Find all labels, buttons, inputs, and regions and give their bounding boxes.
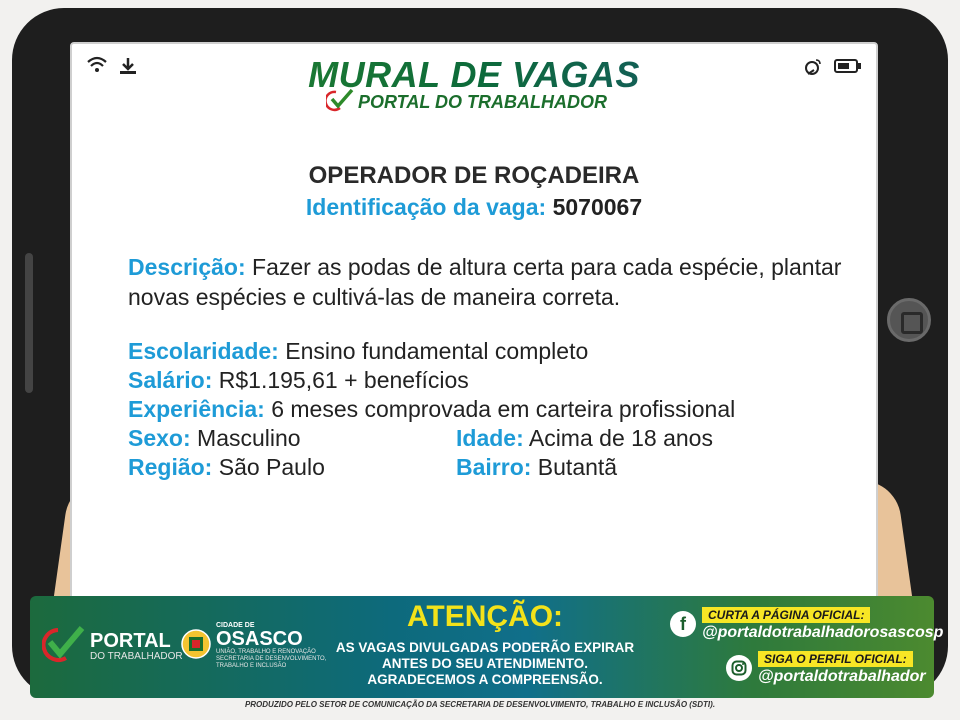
city-small-label: CIDADE DE — [216, 622, 255, 629]
region-row — [128, 454, 325, 481]
district-value: Butantã — [537, 454, 618, 480]
sex-label: Sexo: — [128, 425, 191, 451]
instagram-tag: SIGA O PERFIL OFICIAL: — [758, 651, 913, 667]
city-dept: SECRETARIA DE DESENVOLVIMENTO, TRABALHO E INCLUSÃO — [216, 656, 327, 669]
tablet-screen — [70, 42, 878, 602]
education-row — [128, 338, 588, 365]
experience-value: 6 meses comprovada em carteira profissional — [271, 396, 736, 422]
facebook-block[interactable] — [670, 606, 943, 642]
age-value: Acima de 18 anos — [528, 425, 713, 451]
city-seal-icon — [180, 627, 212, 666]
job-title: OPERADOR DE ROÇADEIRA — [308, 162, 640, 189]
alert-line-3: AGRADECEMOS A COMPREENSÃO. — [367, 672, 603, 687]
description-value: Fazer as podas de altura certa para cada espécie, plantar novas espécies e cultivá-las de maneira correta. — [128, 254, 842, 310]
footer-credit: PRODUZIDO PELO SETOR DE COMUNICAÇÃO DA SECRETARIA DE DESENVOLVIMENTO, TRABALHO E INCLUSÃO (SDTI). — [244, 700, 716, 709]
brand-subtitle — [326, 88, 607, 117]
checkmark-icon — [326, 88, 354, 117]
district-row — [456, 454, 617, 481]
job-id — [72, 194, 876, 221]
region-value: São Paulo — [218, 454, 325, 480]
region-label: Região: — [128, 454, 213, 480]
salary-row — [128, 367, 469, 394]
portal-logo — [42, 624, 183, 669]
tablet-home-button — [887, 298, 931, 342]
osasco-logo — [180, 622, 336, 670]
alert-line-2: ANTES DO SEU ATENDIMENTO. — [381, 656, 588, 671]
education-label: Escolaridade: — [128, 338, 279, 364]
district-label: Bairro: — [456, 454, 532, 480]
alert-title: ATENÇÃO: — [406, 600, 564, 633]
alert-line-1: AS VAGAS DIVULGADAS PODERÃO EXPIRAR — [335, 640, 635, 655]
portal-check-icon — [42, 624, 86, 669]
job-id-value: 5070067 — [552, 194, 643, 220]
education-value: Ensino fundamental completo — [285, 338, 589, 364]
salary-value: R$1.195,61 + benefícios — [218, 367, 469, 393]
description-label: Descrição: — [128, 254, 246, 280]
facebook-tag: CURTA A PÁGINA OFICIAL: — [702, 607, 870, 623]
brand-subtitle-text: PORTAL DO TRABALHADOR — [358, 92, 607, 112]
portal-logo-sub: DO TRABALHADOR — [90, 650, 183, 662]
city-tagline: UNIÃO, TRABALHO E RENOVAÇÃO — [216, 649, 316, 655]
tablet-side-button — [25, 253, 33, 393]
age-row — [456, 425, 713, 452]
experience-label: Experiência: — [128, 396, 265, 422]
job-description — [128, 252, 848, 312]
job-id-label: Identificação da vaga: — [305, 194, 547, 220]
facebook-icon[interactable]: f — [670, 611, 696, 637]
experience-row — [128, 396, 735, 423]
instagram-block[interactable] — [726, 650, 926, 686]
instagram-icon[interactable] — [726, 655, 752, 681]
facebook-handle[interactable]: @portaldotrabalhadorosascosp — [702, 624, 944, 641]
instagram-handle[interactable]: @portaldotrabalhador — [758, 668, 926, 685]
bottom-banner — [30, 596, 944, 698]
page-title: MURAL DE VAGAS — [72, 54, 876, 96]
salary-label: Salário: — [128, 367, 213, 393]
portal-logo-name: PORTAL — [90, 629, 171, 652]
sex-row — [128, 425, 301, 452]
sex-value: Masculino — [197, 425, 301, 451]
city-name: OSASCO — [216, 628, 303, 650]
alert-message — [315, 640, 655, 688]
age-label: Idade: — [456, 425, 524, 451]
